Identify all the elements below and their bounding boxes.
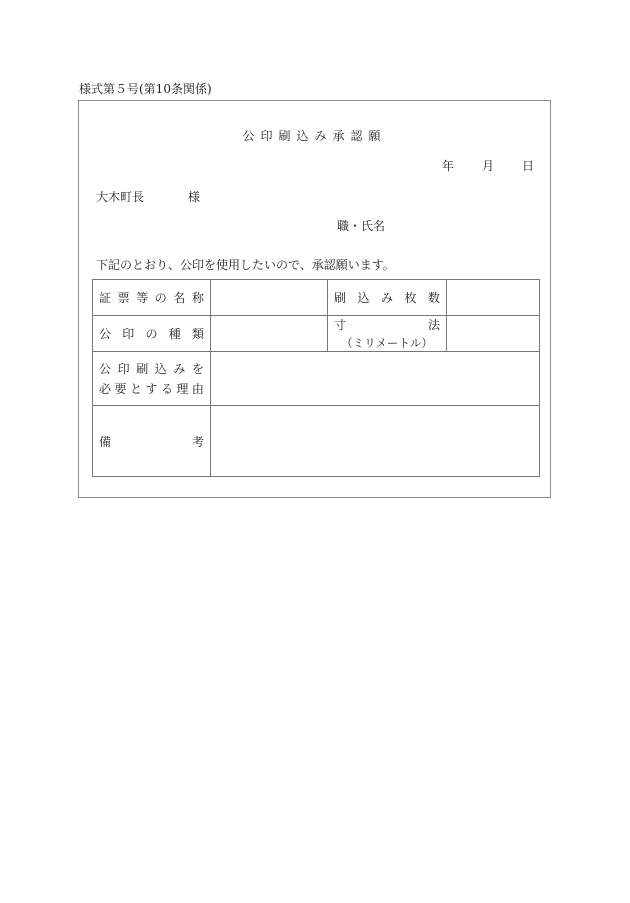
label-dimensions: 寸 法 （ミリメートル） bbox=[328, 316, 447, 352]
date-year[interactable]: 年 bbox=[441, 159, 454, 173]
label-reason: 公 印 刷 込 み を 必 要 と す る 理 由 bbox=[93, 352, 211, 406]
application-table bbox=[92, 279, 540, 477]
addressee-line bbox=[96, 188, 200, 205]
table-row bbox=[93, 316, 540, 352]
seal-type-field[interactable] bbox=[211, 316, 328, 352]
applicant-name-label[interactable]: 職・氏名 bbox=[337, 219, 386, 233]
addressee-name: 大木町長 bbox=[96, 190, 145, 204]
date-day[interactable]: 日 bbox=[521, 159, 534, 173]
reason-field[interactable] bbox=[211, 352, 540, 406]
table-row bbox=[93, 406, 540, 477]
document-name-field[interactable] bbox=[211, 280, 328, 316]
form-title: 公印刷込み承認願 bbox=[242, 129, 387, 143]
table-row bbox=[93, 280, 540, 316]
dimensions-field[interactable] bbox=[447, 316, 540, 352]
addressee-honorific: 様 bbox=[188, 190, 201, 204]
label-document-name: 証 票 等 の 名 称 bbox=[93, 280, 211, 316]
label-seal-type: 公 印 の 種 類 bbox=[93, 316, 211, 352]
remarks-field[interactable] bbox=[211, 406, 540, 477]
date-month[interactable]: 月 bbox=[481, 159, 494, 173]
request-statement: 下記のとおり、公印を使用したいので、承認願います。 bbox=[96, 258, 395, 272]
form-number-caption: 様式第５号(第10条関係) bbox=[79, 82, 212, 96]
dimensions-unit: （ミリメートル） bbox=[341, 336, 433, 350]
print-count-field[interactable] bbox=[447, 280, 540, 316]
application-form-frame bbox=[78, 100, 551, 498]
table-row bbox=[93, 352, 540, 406]
label-print-count: 刷 込 み 枚 数 bbox=[328, 280, 447, 316]
label-remarks: 備 考 bbox=[93, 406, 211, 477]
date-line bbox=[442, 157, 534, 174]
